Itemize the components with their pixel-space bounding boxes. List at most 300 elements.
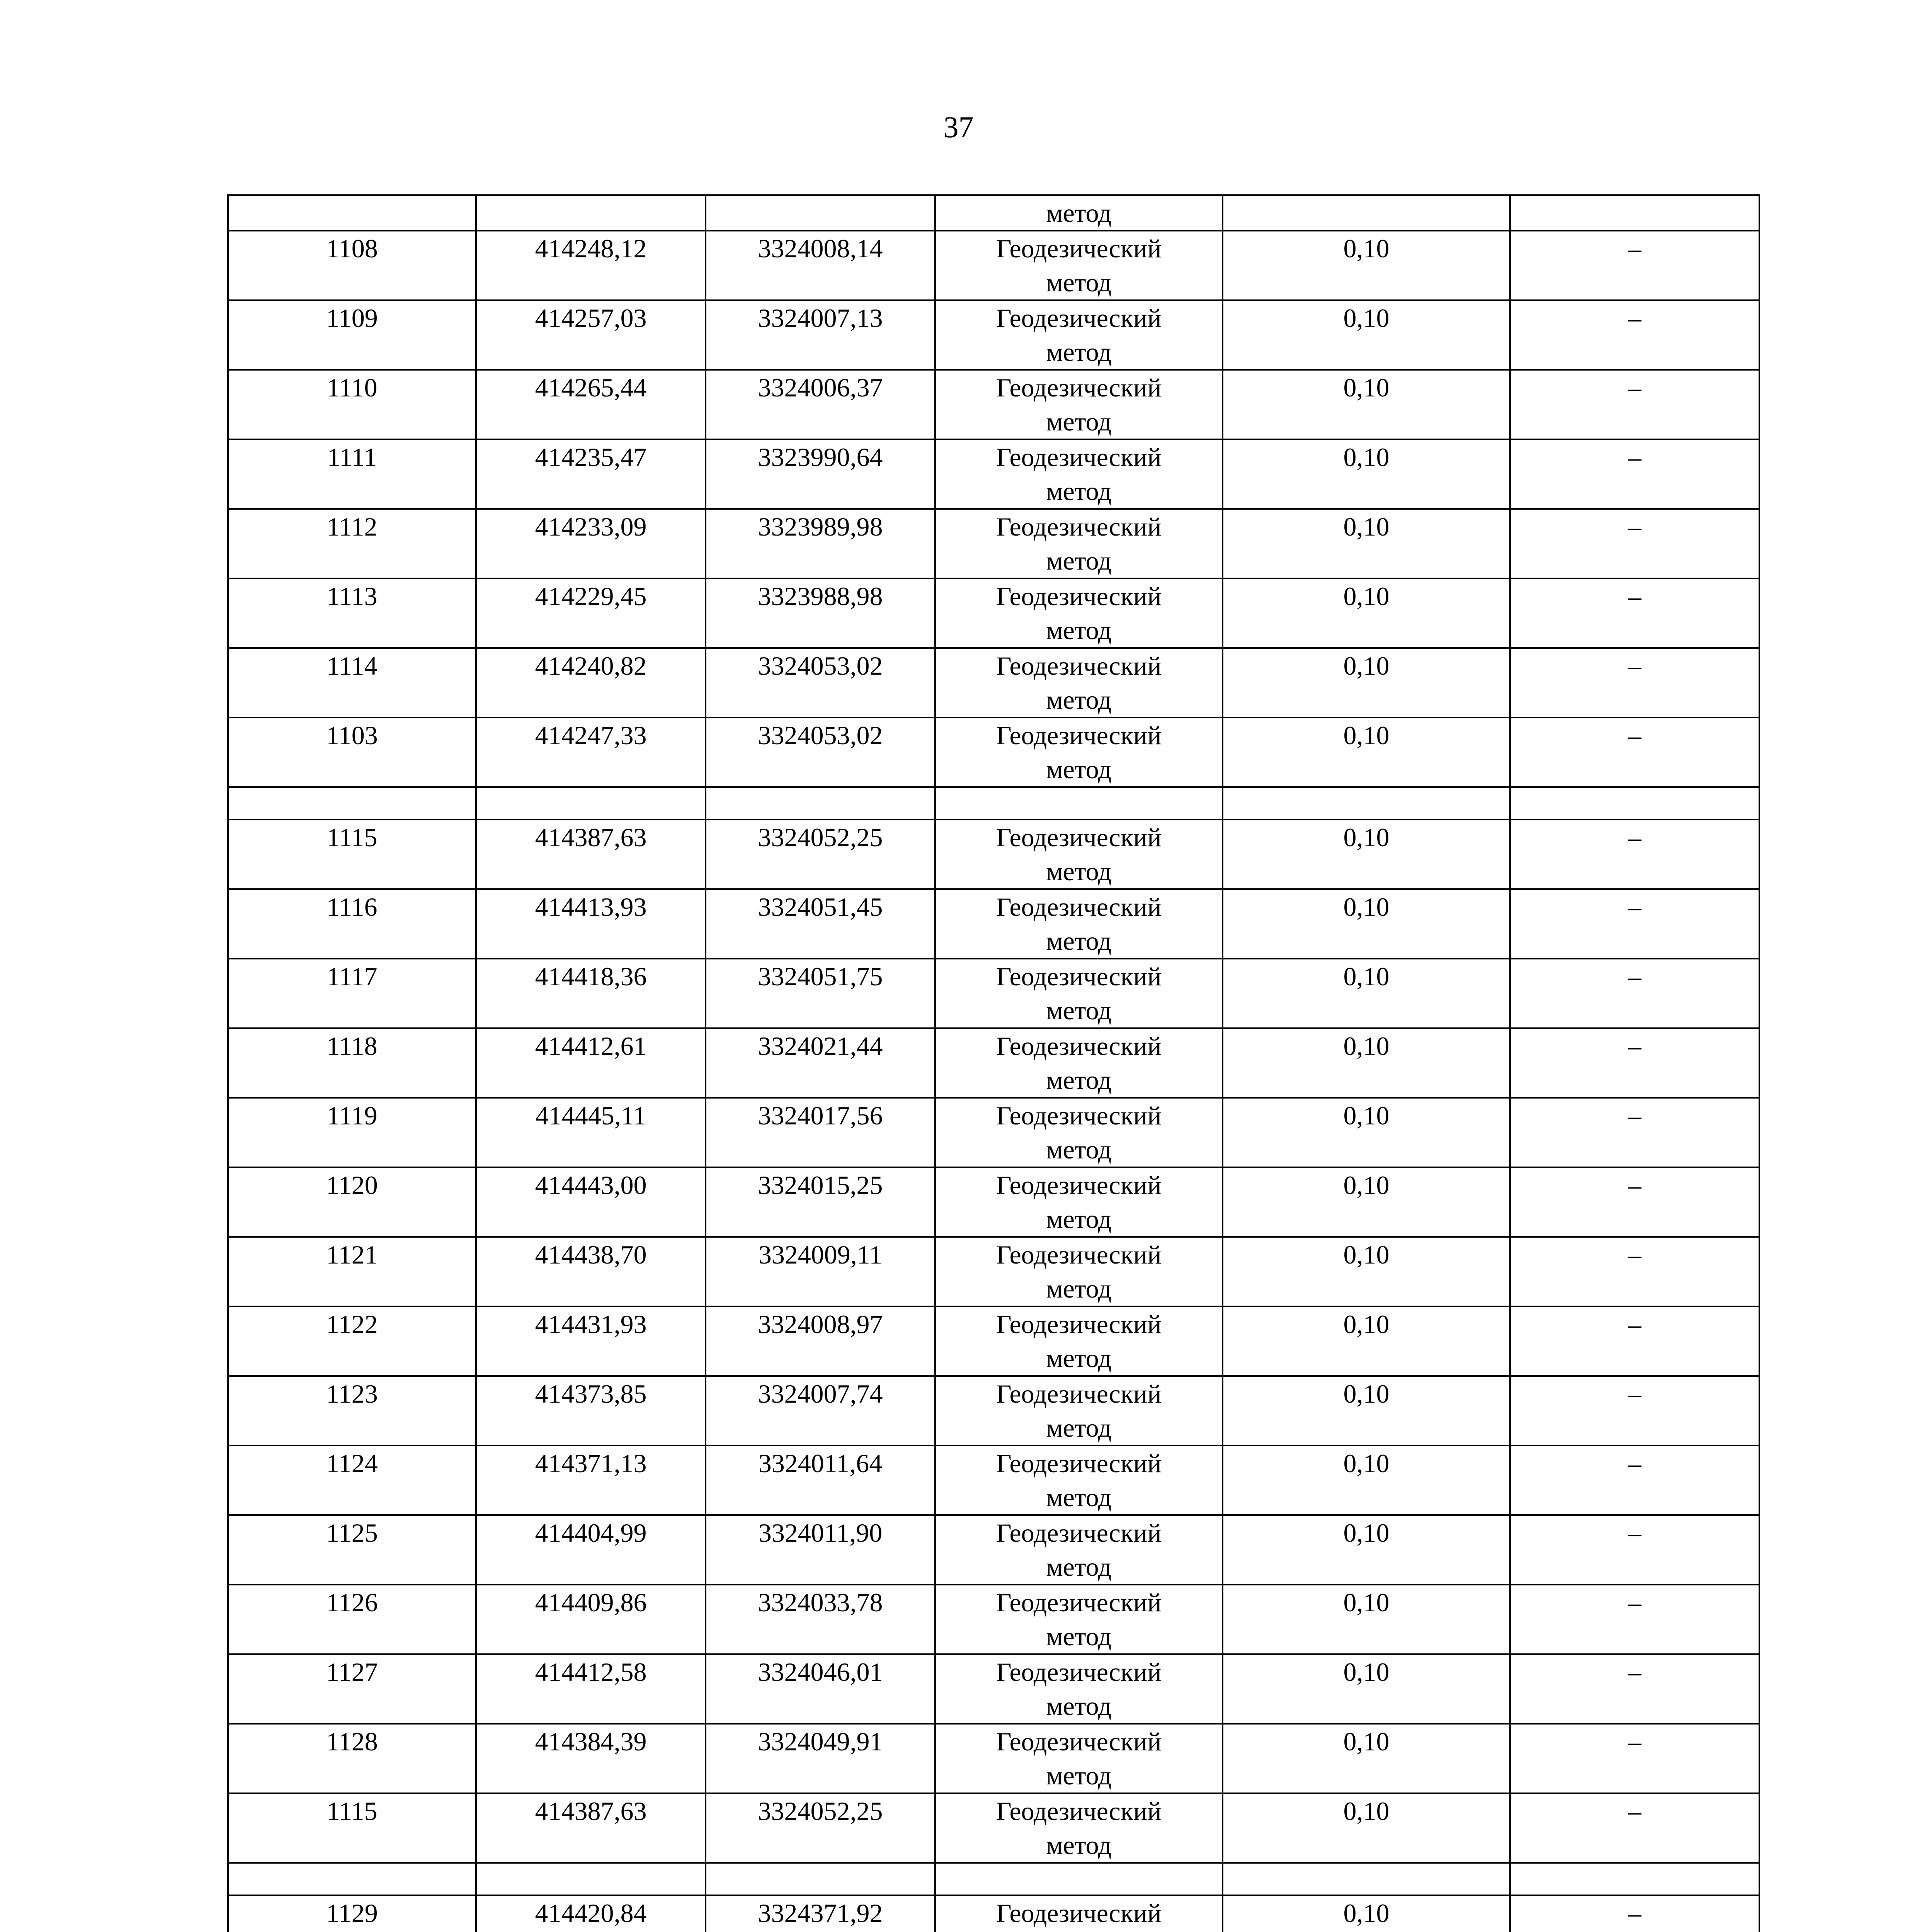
accuracy-cell (1223, 1306, 1510, 1376)
accuracy-cell (1223, 820, 1510, 889)
table-row (228, 1167, 1759, 1237)
point-cell (228, 1098, 476, 1167)
accuracy-value: 0,10 (1343, 1898, 1390, 1928)
description-cell (1510, 195, 1759, 231)
y-cell (706, 1306, 935, 1376)
method-line-1: Геодезический (996, 442, 1162, 472)
y-cell (706, 1098, 935, 1167)
table-row (228, 300, 1759, 370)
accuracy-cell (1223, 718, 1510, 787)
y-coordinate: 3324053,02 (758, 651, 883, 680)
x-cell (476, 439, 706, 509)
method-line-1: Геодезический (996, 303, 1162, 333)
description-dash: – (1628, 1518, 1641, 1548)
description-cell (1510, 1585, 1759, 1654)
description-cell (1510, 1167, 1759, 1237)
method-line-1: Геодезический (996, 1727, 1162, 1756)
table-row (228, 1028, 1759, 1098)
description-dash: – (1628, 1379, 1641, 1408)
x-coordinate: 414373,85 (535, 1379, 647, 1408)
description-dash: – (1628, 1898, 1641, 1928)
method-line-2: метод (1046, 685, 1112, 714)
description-dash: – (1628, 1031, 1641, 1061)
description-cell (1510, 1376, 1759, 1446)
method-line-2: метод (1046, 1274, 1112, 1303)
accuracy-cell (1223, 1724, 1510, 1793)
method-cell (935, 439, 1223, 509)
method-line-1: Геодезический (996, 1796, 1162, 1826)
accuracy-value: 0,10 (1343, 303, 1390, 333)
y-coordinate: 3324051,75 (758, 962, 883, 991)
point-number: 1122 (326, 1310, 378, 1339)
table-row (228, 959, 1759, 1028)
method-line-1: Геодезический (996, 962, 1162, 991)
method-cell (935, 300, 1223, 370)
method-cell (935, 1654, 1223, 1724)
x-cell (476, 959, 706, 1028)
method-line-2: метод (1046, 1830, 1112, 1860)
accuracy-value: 0,10 (1343, 1796, 1390, 1826)
point-cell (228, 439, 476, 509)
description-cell (1510, 1793, 1759, 1863)
point-number: 1115 (327, 823, 378, 852)
method-line-2: метод (1046, 546, 1112, 575)
table-row (228, 1098, 1759, 1167)
point-number: 1103 (326, 721, 378, 750)
method-line-1: Геодезический (996, 582, 1162, 611)
accuracy-cell (1223, 787, 1510, 820)
method-line-1: Геодезический (996, 1310, 1162, 1339)
point-number: 1129 (326, 1898, 378, 1928)
y-coordinate: 3324017,56 (758, 1101, 883, 1130)
method-line-2: метод (1046, 1483, 1112, 1512)
x-cell (476, 1585, 706, 1654)
point-cell (228, 1167, 476, 1237)
point-number: 1119 (327, 1101, 378, 1130)
method-line-1: Геодезический (996, 1031, 1162, 1061)
method-line-2: метод (1046, 616, 1112, 645)
method-cell (935, 1895, 1223, 1932)
y-cell (706, 370, 935, 439)
description-cell (1510, 718, 1759, 787)
point-number: 1109 (326, 303, 378, 333)
method-cell (935, 1446, 1223, 1515)
y-cell (706, 578, 935, 648)
x-cell (476, 195, 706, 231)
accuracy-cell (1223, 439, 1510, 509)
method-cell (935, 1515, 1223, 1585)
y-cell (706, 787, 935, 820)
point-cell (228, 1028, 476, 1098)
point-cell (228, 959, 476, 1028)
method-line-1: Геодезический (996, 1379, 1162, 1408)
x-cell (476, 1167, 706, 1237)
accuracy-cell (1223, 1376, 1510, 1446)
table-row (228, 1237, 1759, 1306)
accuracy-cell (1223, 300, 1510, 370)
x-cell (476, 1376, 706, 1446)
table-row (228, 1654, 1759, 1724)
y-cell (706, 1793, 935, 1863)
blank-separator-row (228, 787, 1759, 820)
description-cell (1510, 1306, 1759, 1376)
x-coordinate: 414229,45 (535, 582, 647, 611)
accuracy-cell (1223, 1654, 1510, 1724)
method-cell (935, 648, 1223, 718)
description-cell (1510, 578, 1759, 648)
point-cell (228, 300, 476, 370)
x-cell (476, 889, 706, 959)
description-dash: – (1628, 582, 1641, 611)
y-coordinate: 3324007,74 (758, 1379, 883, 1408)
description-dash: – (1628, 823, 1641, 852)
method-line-1: Геодезический (996, 1170, 1162, 1200)
method-line-2: метод (1046, 1344, 1112, 1373)
y-cell (706, 1028, 935, 1098)
point-cell (228, 509, 476, 578)
y-coordinate: 3324011,64 (758, 1449, 883, 1478)
method-line-2 (936, 1930, 1222, 1932)
point-number: 1113 (327, 582, 378, 611)
y-coordinate: 3324371,92 (758, 1898, 883, 1928)
table-row (228, 1793, 1759, 1863)
x-cell (476, 787, 706, 820)
method-line-1: Геодезический (996, 512, 1162, 541)
y-cell (706, 1167, 935, 1237)
table-row (228, 1515, 1759, 1585)
y-coordinate: 3324052,25 (758, 823, 883, 852)
description-dash: – (1628, 512, 1641, 541)
method-line-1: Геодезический (996, 234, 1162, 263)
accuracy-cell (1223, 1237, 1510, 1306)
method-cell (935, 1793, 1223, 1863)
y-cell (706, 889, 935, 959)
x-cell (476, 1895, 706, 1932)
description-cell (1510, 1098, 1759, 1167)
method-line-2: метод (1046, 1135, 1112, 1164)
x-cell (476, 648, 706, 718)
method-cell (935, 195, 1223, 231)
y-cell (706, 1895, 935, 1932)
accuracy-value: 0,10 (1343, 892, 1390, 922)
x-cell (476, 1654, 706, 1724)
method-cell (935, 578, 1223, 648)
description-cell (1510, 1446, 1759, 1515)
method-cell (935, 1167, 1223, 1237)
continuation-row (228, 195, 1759, 231)
x-coordinate: 414431,93 (535, 1310, 647, 1339)
description-cell (1510, 300, 1759, 370)
description-dash: – (1628, 892, 1641, 922)
accuracy-cell (1223, 1515, 1510, 1585)
description-dash: – (1628, 303, 1641, 333)
x-coordinate: 414413,93 (535, 892, 647, 922)
description-dash: – (1628, 1449, 1641, 1478)
point-cell (228, 820, 476, 889)
point-number: 1114 (327, 651, 378, 680)
x-coordinate: 414240,82 (535, 651, 647, 680)
y-coordinate: 3324008,14 (758, 234, 883, 263)
description-cell (1510, 959, 1759, 1028)
accuracy-value: 0,10 (1343, 582, 1390, 611)
accuracy-value: 0,10 (1343, 721, 1390, 750)
method-line-2: метод (1046, 1413, 1112, 1442)
x-cell (476, 1863, 706, 1895)
y-coordinate: 3323990,64 (758, 442, 883, 472)
point-cell (228, 648, 476, 718)
y-coordinate: 3324033,78 (758, 1588, 883, 1617)
accuracy-cell (1223, 578, 1510, 648)
point-cell (228, 195, 476, 231)
x-cell (476, 509, 706, 578)
y-coordinate: 3323989,98 (758, 512, 883, 541)
method-line-1: Геодезический (996, 1518, 1162, 1548)
y-coordinate: 3324007,13 (758, 303, 883, 333)
method-cell (935, 1306, 1223, 1376)
point-cell (228, 1863, 476, 1895)
description-cell (1510, 1724, 1759, 1793)
method-line-2: метод (1046, 1204, 1112, 1234)
accuracy-value: 0,10 (1343, 1310, 1390, 1339)
y-cell (706, 1724, 935, 1793)
y-cell (706, 1515, 935, 1585)
description-dash: – (1628, 1657, 1641, 1687)
y-cell (706, 509, 935, 578)
description-cell (1510, 1654, 1759, 1724)
x-cell (476, 1237, 706, 1306)
accuracy-cell (1223, 1863, 1510, 1895)
method-line-2: метод (1046, 926, 1112, 956)
table-row (228, 1895, 1759, 1932)
accuracy-value: 0,10 (1343, 512, 1390, 541)
table-row (228, 370, 1759, 439)
point-number: 1128 (326, 1727, 378, 1756)
description-dash: – (1628, 373, 1641, 402)
method-line-1: Геодезический (996, 1588, 1162, 1617)
point-cell (228, 231, 476, 300)
x-coordinate: 414248,12 (535, 234, 647, 263)
description-dash: – (1628, 1588, 1641, 1617)
accuracy-value: 0,10 (1343, 1518, 1390, 1548)
method-cell (935, 1237, 1223, 1306)
method-line-2: метод (1046, 337, 1112, 367)
point-cell (228, 1724, 476, 1793)
point-number: 1111 (327, 442, 377, 472)
x-coordinate: 414384,39 (535, 1727, 647, 1756)
accuracy-cell (1223, 889, 1510, 959)
accuracy-value: 0,10 (1343, 1379, 1390, 1408)
description-cell (1510, 820, 1759, 889)
accuracy-cell (1223, 1098, 1510, 1167)
point-cell (228, 1654, 476, 1724)
method-line-1: Геодезический (996, 1101, 1162, 1130)
table-row (228, 578, 1759, 648)
coordinates-table (227, 194, 1760, 1932)
method-cell (935, 787, 1223, 820)
x-cell (476, 370, 706, 439)
x-cell (476, 578, 706, 648)
method-line-1: Геодезический (996, 1449, 1162, 1478)
description-dash: – (1628, 1310, 1641, 1339)
x-cell (476, 718, 706, 787)
method-line-2: метод (1046, 1065, 1112, 1095)
y-cell (706, 1237, 935, 1306)
y-coordinate: 3324021,44 (758, 1031, 883, 1061)
x-coordinate: 414409,86 (535, 1588, 647, 1617)
x-cell (476, 1724, 706, 1793)
x-cell (476, 1306, 706, 1376)
description-cell (1510, 439, 1759, 509)
x-coordinate: 414443,00 (535, 1170, 647, 1200)
accuracy-value: 0,10 (1343, 234, 1390, 263)
x-coordinate: 414257,03 (535, 303, 647, 333)
accuracy-value: 0,10 (1343, 1727, 1390, 1756)
point-cell (228, 1237, 476, 1306)
description-dash: – (1628, 1727, 1641, 1756)
method-cell (935, 1028, 1223, 1098)
method-line-1: Геодезический (996, 892, 1162, 922)
y-coordinate: 3324052,25 (758, 1796, 883, 1826)
point-number: 1118 (327, 1031, 378, 1061)
x-cell (476, 820, 706, 889)
accuracy-cell (1223, 231, 1510, 300)
method-cell (935, 231, 1223, 300)
description-dash: – (1628, 234, 1641, 263)
method-cell (935, 820, 1223, 889)
method-line-2: метод (1046, 1552, 1112, 1582)
method-line-2: метод (1046, 996, 1112, 1025)
y-coordinate: 3324046,01 (758, 1657, 883, 1687)
description-cell (1510, 370, 1759, 439)
accuracy-cell (1223, 509, 1510, 578)
y-coordinate: 3323988,98 (758, 582, 883, 611)
table-row (228, 820, 1759, 889)
accuracy-cell (1223, 648, 1510, 718)
method-line-1: Геодезический (996, 823, 1162, 852)
point-cell (228, 1895, 476, 1932)
y-cell (706, 231, 935, 300)
y-cell (706, 195, 935, 231)
x-cell (476, 1515, 706, 1585)
method-cell (935, 959, 1223, 1028)
point-number: 1123 (326, 1379, 378, 1408)
y-cell (706, 648, 935, 718)
method-line-2: метод (1046, 1761, 1112, 1790)
point-number: 1121 (326, 1240, 378, 1269)
y-cell (706, 718, 935, 787)
accuracy-value: 0,10 (1343, 1588, 1390, 1617)
method-line-2: метод (1046, 407, 1112, 436)
x-cell (476, 1028, 706, 1098)
x-cell (476, 1446, 706, 1515)
point-cell (228, 1376, 476, 1446)
x-cell (476, 300, 706, 370)
y-cell (706, 820, 935, 889)
point-number: 1110 (327, 373, 378, 402)
method-line-1: Геодезический (996, 721, 1162, 750)
accuracy-cell (1223, 1167, 1510, 1237)
point-cell (228, 1446, 476, 1515)
method-cell (935, 370, 1223, 439)
description-cell (1510, 889, 1759, 959)
point-cell (228, 1793, 476, 1863)
page-number: 37 (943, 110, 974, 144)
table-row (228, 1585, 1759, 1654)
method-continuation-text: метод (1046, 198, 1112, 228)
accuracy-value: 0,10 (1343, 651, 1390, 680)
x-coordinate: 414387,63 (535, 823, 647, 852)
point-cell (228, 1306, 476, 1376)
method-line-1: Геодезический (996, 1240, 1162, 1269)
x-coordinate: 414247,33 (535, 721, 647, 750)
method-cell (935, 718, 1223, 787)
method-cell (935, 1863, 1223, 1895)
y-coordinate: 3324049,91 (758, 1727, 883, 1756)
x-coordinate: 414420,84 (535, 1898, 647, 1928)
description-cell (1510, 1515, 1759, 1585)
accuracy-value: 0,10 (1343, 823, 1390, 852)
accuracy-value: 0,10 (1343, 962, 1390, 991)
description-dash: – (1628, 651, 1641, 680)
accuracy-cell (1223, 959, 1510, 1028)
method-cell (935, 509, 1223, 578)
table-row (228, 439, 1759, 509)
x-coordinate: 414387,63 (535, 1796, 647, 1826)
point-number: 1117 (327, 962, 378, 991)
point-number: 1115 (327, 1796, 378, 1826)
table-row (228, 1306, 1759, 1376)
x-coordinate: 414418,36 (535, 962, 647, 991)
x-coordinate: 414438,70 (535, 1240, 647, 1269)
accuracy-value: 0,10 (1343, 1657, 1390, 1687)
y-coordinate: 3324011,90 (758, 1518, 883, 1548)
method-line-1: Геодезический (996, 1657, 1162, 1687)
y-coordinate: 3324009,11 (758, 1240, 883, 1269)
accuracy-value: 0,10 (1343, 1240, 1390, 1269)
point-number: 1127 (326, 1657, 378, 1687)
point-number: 1126 (326, 1588, 378, 1617)
y-cell (706, 1654, 935, 1724)
point-number: 1108 (326, 234, 378, 263)
description-dash: – (1628, 1240, 1641, 1269)
method-line-1: Геодезический (996, 651, 1162, 680)
table-row (228, 648, 1759, 718)
table-row (228, 1446, 1759, 1515)
x-coordinate: 414235,47 (535, 442, 647, 472)
accuracy-value: 0,10 (1343, 1170, 1390, 1200)
method-cell (935, 1585, 1223, 1654)
table-row (228, 1724, 1759, 1793)
point-number: 1120 (326, 1170, 378, 1200)
method-cell (935, 1376, 1223, 1446)
accuracy-cell (1223, 370, 1510, 439)
coordinates-table-body (228, 195, 1759, 1932)
point-cell (228, 370, 476, 439)
y-coordinate: 3324008,97 (758, 1310, 883, 1339)
x-coordinate: 414371,13 (535, 1449, 647, 1478)
method-line-2: метод (1046, 268, 1112, 297)
y-coordinate: 3324015,25 (758, 1170, 883, 1200)
point-cell (228, 1515, 476, 1585)
description-cell (1510, 231, 1759, 300)
y-coordinate: 3324053,02 (758, 721, 883, 750)
description-dash: – (1628, 1796, 1641, 1826)
description-cell (1510, 787, 1759, 820)
y-cell (706, 959, 935, 1028)
method-cell (935, 889, 1223, 959)
point-number: 1124 (326, 1449, 378, 1478)
table-row (228, 509, 1759, 578)
